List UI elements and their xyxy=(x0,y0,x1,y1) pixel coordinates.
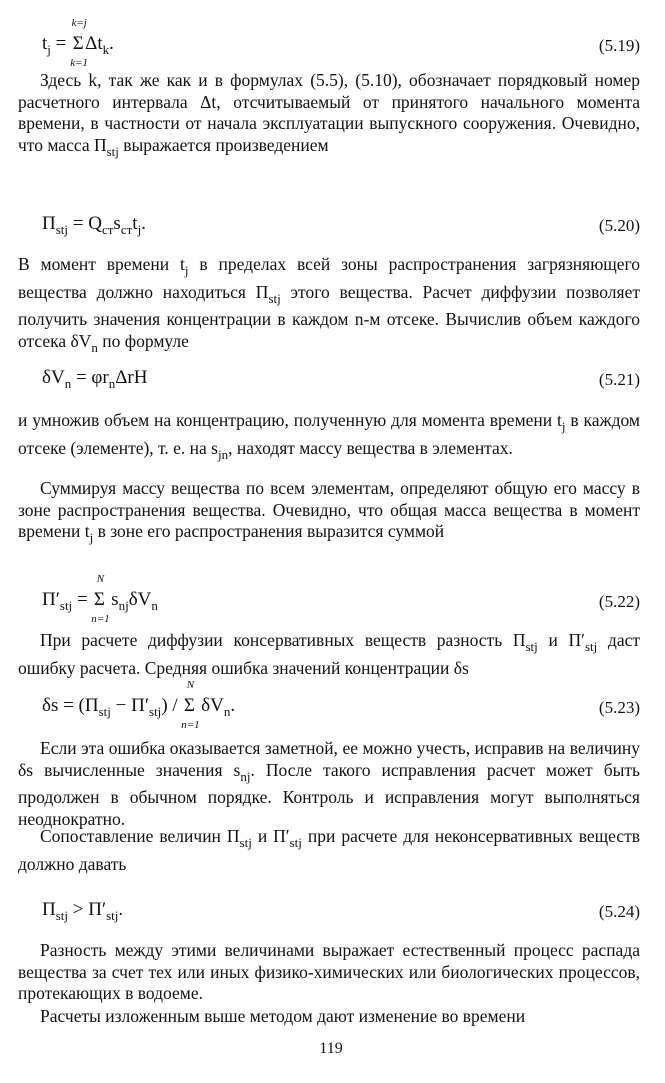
equation-number: (5.20) xyxy=(598,216,640,235)
eq-term: ΔrH xyxy=(115,367,148,388)
eq-punct: . xyxy=(109,33,114,54)
paragraph-8 xyxy=(18,940,640,1005)
text: Сопоставление величин П xyxy=(40,826,240,846)
eq-subscript: stj xyxy=(106,908,119,923)
eq-subscript: k xyxy=(102,42,110,57)
eq-subscript: n xyxy=(108,376,116,391)
eq-term: s xyxy=(106,589,119,610)
eq-subscript: ст xyxy=(101,222,114,237)
sum-symbol xyxy=(91,573,110,625)
equation-5-19 xyxy=(18,17,644,69)
subscript: jn xyxy=(217,446,229,462)
text: Расчеты изложенным выше методом дают изменение во времени xyxy=(40,1006,526,1026)
paragraph-5 xyxy=(18,630,640,679)
text: и П′ xyxy=(537,630,585,650)
equation-5-23 xyxy=(18,679,644,731)
equation-number: (5.22) xyxy=(598,592,640,611)
eq-term: > П′ xyxy=(68,899,107,920)
equation-5-20-expr xyxy=(42,213,146,238)
paragraph-9 xyxy=(18,1006,640,1028)
eq-term: s xyxy=(113,213,121,234)
eq-subscript: stj xyxy=(98,704,111,719)
subscript: j xyxy=(184,263,189,278)
equation-5-21 xyxy=(18,356,644,396)
subscript: stj xyxy=(525,639,538,654)
equation-5-21-expr xyxy=(42,367,147,392)
text: При расчете диффузии консервативных веществ разность П xyxy=(40,630,526,650)
eq-subscript: ст xyxy=(120,222,133,237)
subscript: stj xyxy=(268,290,281,306)
text: этого вещества. Расчет диффузии позволяет получить значения концентрации в каждом n-м отсеке. Вычислив объем каждого отсека δV xyxy=(18,281,640,351)
sum-lower-limit: k=1 xyxy=(70,57,89,69)
sum-sign: Σ xyxy=(93,589,105,610)
sum-upper-limit: N xyxy=(96,573,105,585)
sum-sign: Σ xyxy=(72,33,84,54)
eq-subscript: stj xyxy=(59,598,73,613)
subscript: stj xyxy=(239,835,252,850)
equation-5-23-expr xyxy=(42,679,236,731)
paragraph-3 xyxy=(18,410,640,465)
subscript: n xyxy=(91,339,98,355)
text: Здесь k, так же как и в формулах (5.5), (5.10), обозначает порядковый номер расчетного интервала Δt, отсчитываемый от принятого начального момента времени, в частности от начала эксплуатации выпускного сооружения. Очевидно, что масса П xyxy=(18,70,640,155)
paragraph-7 xyxy=(18,826,640,875)
eq-punct: . xyxy=(141,213,146,234)
eq-subscript: j xyxy=(47,42,51,57)
sum-symbol xyxy=(181,679,200,731)
paragraph-1 xyxy=(18,70,640,162)
subscript: stj xyxy=(584,639,598,654)
text: по формуле xyxy=(97,330,189,351)
equation-number: (5.24) xyxy=(598,902,640,921)
text: в пределах всей зоны распространения загрязняющего вещества должно находиться П xyxy=(18,254,641,302)
paragraph-6 xyxy=(18,738,640,830)
equation-5-24-expr xyxy=(42,899,123,924)
text: , находят массу вещества в элементах. xyxy=(228,437,513,458)
paragraph-2 xyxy=(18,254,640,358)
paragraph-4 xyxy=(18,478,640,549)
text: и П′ xyxy=(251,826,290,846)
subscript: nj xyxy=(240,768,251,784)
text: В момент времени t xyxy=(18,254,185,274)
eq-term: = φr xyxy=(71,367,109,388)
eq-operator: ) / xyxy=(161,695,183,716)
sum-lower-limit: n=1 xyxy=(91,613,110,625)
eq-term: t xyxy=(132,213,138,234)
eq-subscript: nj xyxy=(118,598,129,613)
sum-sign: Σ xyxy=(183,695,195,716)
equation-number: (5.23) xyxy=(598,698,640,717)
text: в зоне его распространения выразится суммой xyxy=(93,521,445,541)
eq-symbol: П′ xyxy=(42,589,60,610)
text: Если эта ошибка оказывается заметной, ее можно учесть, исправив на величину δs вычисленные значения s xyxy=(18,738,640,780)
eq-term: δs = (П xyxy=(42,695,99,716)
page xyxy=(18,0,644,1083)
text: и умножив объем на концентрацию, полученную для момента времени t xyxy=(18,410,562,430)
text: выражается произведением xyxy=(118,134,329,155)
sum-lower-limit: n=1 xyxy=(181,719,200,731)
equation-5-20 xyxy=(18,202,644,242)
text: Разность между этими величинами выражает естественный процесс распада вещества за счет тех или иных физико-химических или биологических процессов, протекающих в водоеме. xyxy=(18,940,640,1003)
eq-subscript: stj xyxy=(55,222,69,237)
equation-5-22 xyxy=(18,573,644,625)
eq-symbol: δV xyxy=(42,367,65,388)
text: Суммируя массу вещества по всем элементам, определяют общую его массу в зоне распространения вещества. Очевидно, что общая масса вещества в момент времени t xyxy=(18,478,640,541)
eq-punct: . xyxy=(230,695,236,716)
text: даст ошибку расчета. Средняя ошибка значений концентрации δs xyxy=(18,630,640,678)
eq-term: Δt xyxy=(85,33,103,54)
equation-number: (5.19) xyxy=(598,36,640,55)
eq-subscript: n xyxy=(223,704,231,719)
subscript: stj xyxy=(289,835,302,850)
equation-5-22-expr xyxy=(42,573,158,625)
subscript: j xyxy=(89,530,94,545)
text: при расчете для неконсервативных веществ должно давать xyxy=(18,826,640,874)
eq-operator: = xyxy=(72,589,93,610)
sum-upper-limit: N xyxy=(186,679,195,691)
eq-subscript: n xyxy=(151,598,158,613)
eq-term: = Q xyxy=(68,213,102,234)
sum-symbol xyxy=(70,17,89,69)
eq-term: δV xyxy=(128,589,152,610)
equation-5-19-expr xyxy=(42,17,114,69)
eq-term: δV xyxy=(196,695,224,716)
eq-punct: . xyxy=(118,899,124,920)
eq-operator: = xyxy=(50,33,72,54)
eq-term: − П′ xyxy=(110,695,150,716)
subscript: stj xyxy=(106,143,119,159)
eq-subscript: n xyxy=(64,376,72,391)
eq-subscript: j xyxy=(137,222,142,237)
equation-number: (5.21) xyxy=(598,370,640,389)
sum-upper-limit: k=j xyxy=(71,17,87,29)
page-number: 119 xyxy=(319,1040,343,1057)
equation-5-24 xyxy=(18,888,644,928)
text: в каждом отсеке (элементе), т. е. на s xyxy=(18,410,640,458)
eq-symbol: П xyxy=(42,899,56,920)
eq-subscript: stj xyxy=(55,908,69,923)
eq-subscript: stj xyxy=(149,704,162,719)
subscript: j xyxy=(561,419,566,434)
text: . После такого исправления расчет может быть продолжен в обычном порядке. Контроль и исправления могут выполняться неоднократно. xyxy=(18,759,640,829)
eq-symbol: t xyxy=(42,33,48,54)
eq-symbol: П xyxy=(42,213,56,234)
